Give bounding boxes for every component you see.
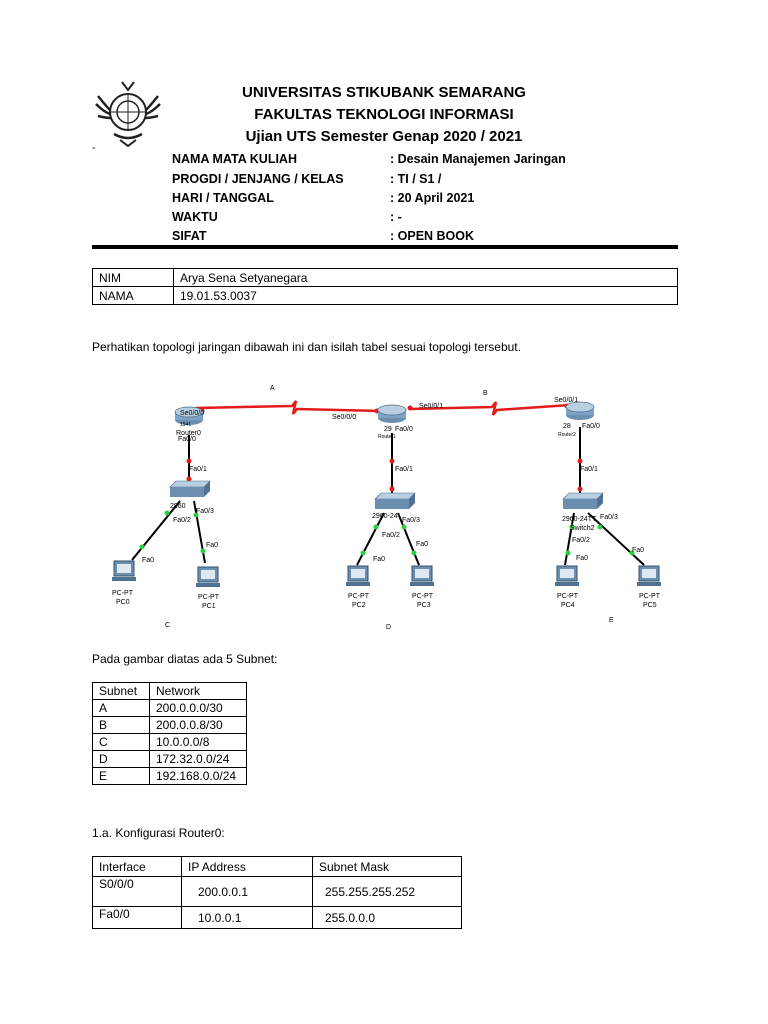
col-header-subnet: Subnet [93, 683, 150, 700]
table-row [93, 877, 462, 907]
table-row [93, 269, 678, 287]
pc1-port: Fa0 [206, 542, 219, 549]
pc0-port: Fa0 [142, 557, 155, 564]
network-cell: 200.0.0.8/30 [150, 717, 247, 734]
subnet-cell: B [93, 717, 150, 734]
subnet-intro-text: Pada gambar diatas ada 5 Subnet: [92, 652, 278, 666]
serial-link-a [196, 401, 382, 414]
col-header-network: Network [150, 683, 247, 700]
table-row [93, 717, 247, 734]
pc0-icon[interactable] [112, 561, 136, 581]
info-label-program: PROGDI / JENJANG / KELAS [172, 172, 344, 186]
pc3-icon[interactable] [410, 566, 434, 586]
sw1-name: 2960-24 [372, 513, 398, 520]
header-divider [92, 245, 678, 249]
header-dash: - [92, 142, 96, 154]
table-row [93, 287, 678, 305]
r0-name: Router0 [176, 430, 201, 437]
interface-cell: S0/0/0 [93, 877, 182, 907]
info-label-time: WAKTU [172, 210, 218, 224]
network-cell: 192.168.0.0/24 [150, 768, 247, 785]
col-header-ip: IP Address [182, 857, 313, 877]
network-cell: 200.0.0.0/30 [150, 700, 247, 717]
instruction-text: Perhatikan topologi jaringan dibawah ini dan isilah tabel sesuai topologi tersebut. [92, 340, 521, 354]
exam-title: Ujian UTS Semester Genap 2020 / 2021 [245, 128, 523, 145]
r0-model: 1941 [180, 422, 192, 428]
r0-port-top: Se0/0/0 [180, 410, 205, 417]
pc2-type: PC-PT [348, 593, 369, 600]
subnet-label-c: C [165, 622, 171, 629]
info-value-type: : OPEN BOOK [390, 229, 475, 243]
sw2-port-r: Fa0/3 [600, 514, 618, 521]
sw1-port-r: Fa0/3 [402, 517, 420, 524]
pc1-name: PC1 [202, 603, 216, 610]
pc5-type: PC-PT [639, 593, 660, 600]
pc2-icon[interactable] [346, 566, 370, 586]
pc4-type: PC-PT [557, 593, 578, 600]
pc5-name: PC5 [643, 602, 657, 609]
pc3-name: PC3 [417, 602, 431, 609]
col-header-mask: Subnet Mask [313, 857, 462, 877]
nim-value: Arya Sena Setyanegara [174, 269, 678, 287]
pc4-icon[interactable] [555, 566, 579, 586]
pc0-name: PC0 [116, 599, 130, 606]
r2-model: 28 [563, 423, 571, 430]
info-value-program: : TI / S1 / [390, 172, 442, 186]
sw2-port-l: Fa0/2 [572, 537, 590, 544]
switch2-icon[interactable] [563, 493, 603, 509]
pc2-port: Fa0 [373, 556, 386, 563]
config-title: 1.a. Konfigurasi Router0: [92, 826, 225, 840]
subnet-label-e: E [609, 617, 614, 624]
table-row [93, 768, 247, 785]
r1-port-mid: Fa0/0 [395, 426, 413, 433]
r1-name: Router1 [378, 434, 396, 440]
col-header-interface: Interface [93, 857, 182, 877]
info-label-date: HARI / TANGGAL [172, 191, 274, 205]
sw2-name: 2960-24TT [562, 516, 597, 523]
link-label-b: B [483, 390, 488, 397]
pc1-type: PC-PT [198, 594, 219, 601]
sw2-sub: Switch2 [570, 525, 595, 532]
r1-model: 29 [384, 426, 392, 433]
subnet-cell: E [93, 768, 150, 785]
mask-cell: 255.0.0.0 [313, 907, 462, 929]
sw0-port-l: Fa0/2 [173, 517, 191, 524]
subnet-cell: C [93, 734, 150, 751]
info-value-time: : - [390, 210, 402, 224]
student-table [92, 268, 678, 305]
sw0-name: 2960 [170, 503, 186, 510]
table-row [93, 907, 462, 929]
info-value-date: : 20 April 2021 [390, 191, 475, 205]
university-title: UNIVERSITAS STIKUBANK SEMARANG [242, 84, 526, 101]
pc0-type: PC-PT [112, 590, 133, 597]
pc4-name: PC4 [561, 602, 575, 609]
ip-cell: 10.0.0.1 [182, 907, 313, 929]
sw2-port-up: Fa0/1 [580, 466, 598, 473]
sw0-port-r: Fa0/3 [196, 508, 214, 515]
faculty-title: FAKULTAS TEKNOLOGI INFORMASI [254, 106, 514, 123]
router1-icon[interactable] [378, 405, 406, 423]
pc3-port: Fa0 [416, 541, 429, 548]
nama-label: NAMA [93, 287, 174, 305]
university-logo [92, 76, 164, 148]
network-cell: 172.32.0.0/24 [150, 751, 247, 768]
link-label-a: A [270, 385, 275, 392]
pc5-icon[interactable] [637, 566, 661, 586]
network-cell: 10.0.0.0/8 [150, 734, 247, 751]
table-row [93, 751, 247, 768]
pc3-type: PC-PT [412, 593, 433, 600]
r2-name: Router2 [558, 432, 576, 438]
r2-port-mid: Fa0/0 [582, 423, 600, 430]
pc4-port: Fa0 [576, 555, 589, 562]
nama-value: 19.01.53.0037 [174, 287, 678, 305]
r1-port-top: Se0/0/1 [419, 403, 444, 410]
router0-config-table [92, 856, 462, 929]
subnet-cell: D [93, 751, 150, 768]
pc2-name: PC2 [352, 602, 366, 609]
subnet-table [92, 682, 247, 785]
info-label-course: NAMA MATA KULIAH [172, 152, 297, 166]
subnet-cell: A [93, 700, 150, 717]
table-row [93, 700, 247, 717]
r2-port-top: Se0/0/1 [554, 397, 579, 404]
interface-cell: Fa0/0 [93, 907, 182, 929]
router2-icon[interactable] [566, 402, 594, 420]
nim-label: NIM [93, 269, 174, 287]
r0-port-mid: Fa0/0 [178, 436, 196, 443]
sw1-port-up: Fa0/1 [395, 466, 413, 473]
network-topology-diagram [92, 375, 678, 637]
info-label-type: SIFAT [172, 229, 207, 243]
sw1-port-l: Fa0/2 [382, 532, 400, 539]
table-header-row [93, 857, 462, 877]
pc5-port: Fa0 [632, 547, 645, 554]
mask-cell: 255.255.255.252 [313, 877, 462, 907]
switch0-icon[interactable] [170, 481, 210, 497]
table-header-row [93, 683, 247, 700]
info-value-course: : Desain Manajemen Jaringan [390, 152, 566, 166]
subnet-label-d: D [386, 624, 392, 631]
ip-cell: 200.0.0.1 [182, 877, 313, 907]
r1-port-left: Se0/0/0 [332, 414, 357, 421]
switch1-icon[interactable] [375, 493, 415, 509]
table-row [93, 734, 247, 751]
sw0-port-up: Fa0/1 [189, 466, 207, 473]
pc1-icon[interactable] [196, 567, 220, 587]
